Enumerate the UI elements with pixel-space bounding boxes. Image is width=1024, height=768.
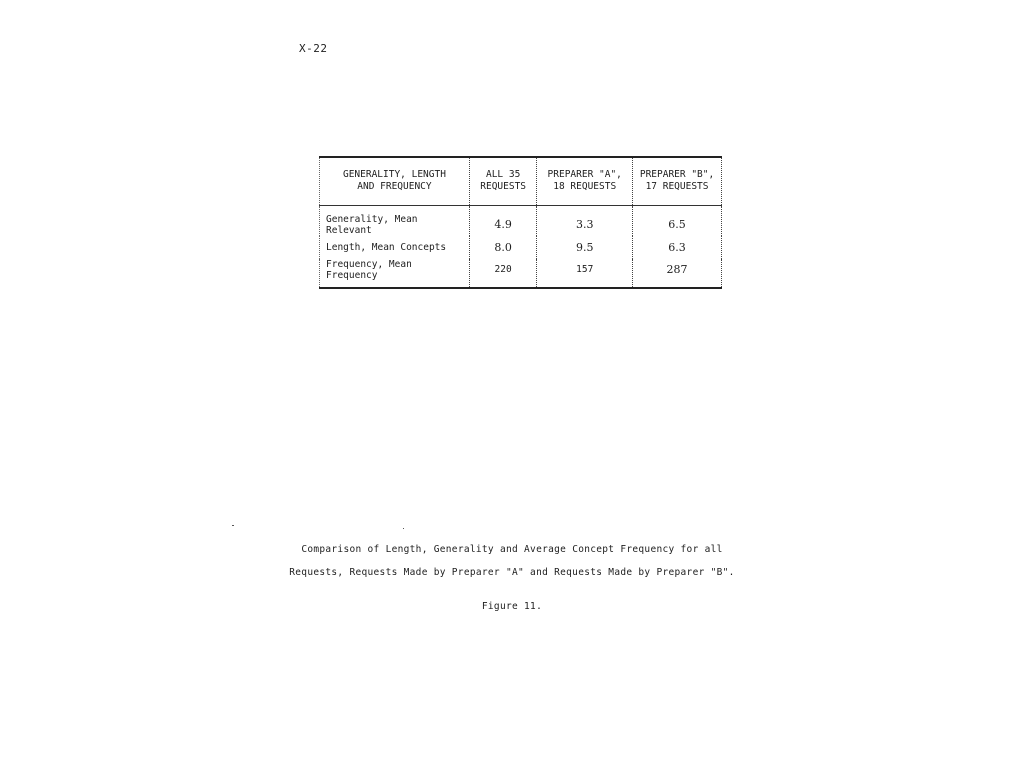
header-all-line2: REQUESTS — [480, 181, 527, 193]
figure-caption-line2: Requests, Requests Made by Preparer "A" and Requests Made by Preparer "B". — [289, 567, 735, 578]
table-row — [320, 205, 722, 236]
figure-label: Figure 11. — [481, 601, 543, 612]
header-preparer-b — [633, 157, 722, 205]
cell-frequency-all: 220 — [469, 259, 536, 288]
header-b-line2: 17 REQUESTS — [645, 181, 709, 193]
cell-frequency-b: 287 — [633, 259, 722, 288]
cell-length-all: 8.0 — [469, 236, 536, 259]
cell-length-a: 9.5 — [537, 236, 633, 259]
header-preparer-a — [537, 157, 633, 205]
cell-length-b: 6.3 — [633, 236, 722, 259]
comparison-table-container — [319, 156, 722, 286]
header-metric-line2: AND FREQUENCY — [357, 181, 432, 193]
row-label-generality: Generality, Mean Relevant — [320, 205, 470, 236]
scan-speck — [232, 525, 234, 526]
table-header-row — [320, 157, 722, 205]
comparison-table — [319, 156, 722, 289]
row-label-length: Length, Mean Concepts — [320, 236, 470, 259]
cell-generality-all: 4.9 — [469, 205, 536, 236]
figure-caption-line1: Comparison of Length, Generality and Average Concept Frequency for all — [301, 544, 723, 555]
table-row — [320, 236, 722, 259]
header-b-line1: PREPARER "B", — [639, 169, 715, 181]
cell-generality-b: 6.5 — [633, 205, 722, 236]
header-all-line1: ALL 35 — [485, 169, 521, 181]
header-metric-line1: GENERALITY, LENGTH — [342, 169, 446, 181]
header-metric — [320, 157, 470, 205]
header-a-line1: PREPARER "A", — [547, 169, 622, 181]
cell-frequency-a: 157 — [537, 259, 633, 288]
row-label-frequency: Frequency, Mean Frequency — [320, 259, 470, 288]
header-a-line2: 18 REQUESTS — [553, 181, 617, 193]
header-all-requests — [469, 157, 536, 205]
table-row — [320, 259, 722, 288]
cell-generality-a: 3.3 — [537, 205, 633, 236]
scan-speck — [403, 528, 404, 529]
page-number: X-22 — [299, 42, 328, 55]
